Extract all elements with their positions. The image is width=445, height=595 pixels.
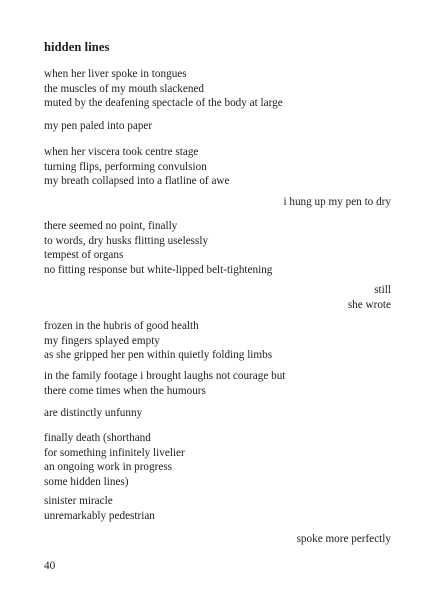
stanza-10 [44, 431, 394, 489]
poem-line: are distinctly unfunny [44, 407, 143, 419]
poem-line: spoke more perfectly [296, 533, 391, 545]
stanza-6 [41, 283, 391, 312]
poem-line: when her liver spoke in tongues [44, 68, 187, 80]
poem-line: as she gripped her pen within quietly folding limbs [44, 349, 273, 361]
poem-line: to words, dry husks flitting uselessly [44, 234, 209, 247]
poem-line: there seemed no point, finally [44, 220, 178, 232]
poem-line: she wrote [347, 298, 391, 311]
poem-title: hidden lines [44, 40, 110, 54]
stanza-8 [44, 369, 394, 398]
poem-line: no fitting response but white-lipped belt-tightening [44, 263, 273, 276]
poem-line: my pen paled into paper [44, 120, 153, 132]
stanza-7 [44, 319, 394, 363]
poem-line: my breath collapsed into a flatline of awe [44, 175, 230, 187]
stanza-11 [44, 494, 394, 523]
poem-line: turning flips, performing convulsion [44, 160, 207, 173]
stanza-4 [41, 195, 391, 210]
poem-line: some hidden lines) [44, 475, 129, 488]
poem-line: tempest of organs [44, 249, 124, 261]
poem-line: there come times when the humours [44, 384, 206, 397]
stanza-5 [44, 219, 394, 277]
poem-line: the muscles of my mouth slackened [44, 82, 205, 95]
poem-line: an ongoing work in progress [44, 461, 173, 473]
poem-line: sinister miracle [44, 495, 113, 507]
poem-line: finally death (shorthand [44, 432, 151, 444]
poem-line: i hung up my pen to dry [283, 196, 391, 208]
stanza-12 [41, 532, 391, 547]
poem-line: still [374, 284, 391, 296]
poem-line: unremarkably pedestrian [44, 509, 155, 522]
stanza-3 [44, 145, 394, 189]
stanza-2 [44, 119, 394, 134]
poem-line: for something infinitely livelier [44, 446, 185, 459]
stanza-1 [44, 67, 394, 111]
stanza-9 [44, 406, 394, 421]
poem-line: my fingers splayed empty [44, 334, 160, 347]
poem-line: when her viscera took centre stage [44, 146, 199, 158]
poem-line: frozen in the hubris of good health [44, 320, 199, 332]
poem-line: muted by the deafening spectacle of the body at large [44, 97, 283, 109]
poem-line: in the family footage i brought laughs not courage but [44, 370, 286, 382]
page-number: 40 [44, 560, 56, 572]
